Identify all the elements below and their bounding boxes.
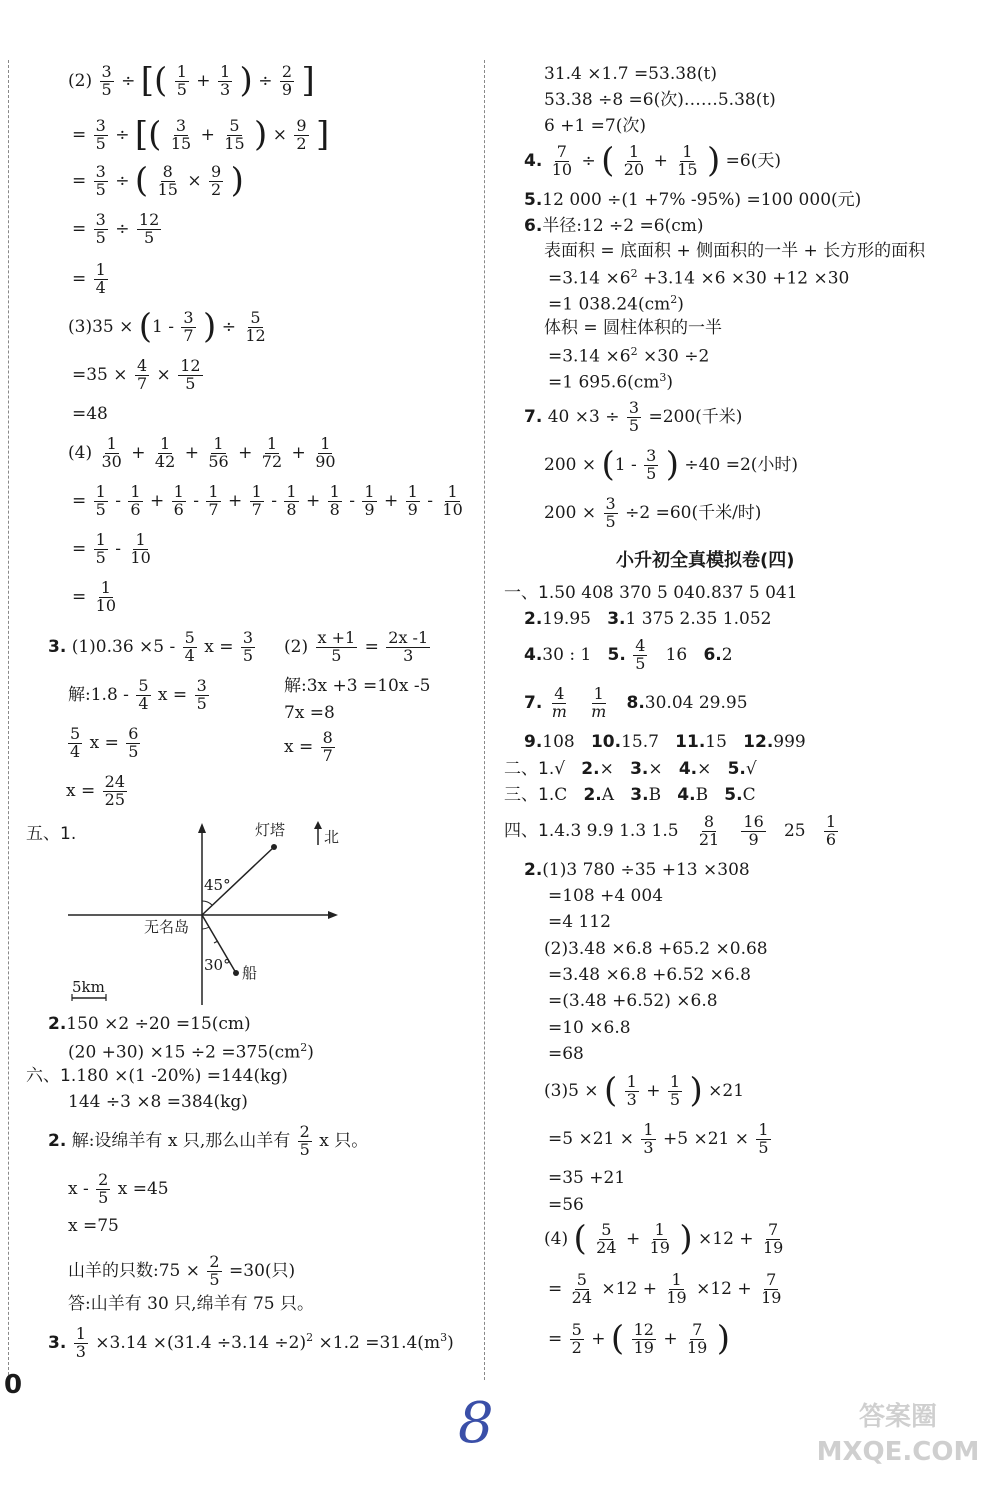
r-line3: 6 +1 =7(次) [544, 116, 647, 136]
angle-30-label: 30° [204, 956, 231, 974]
s4-2-line1: 2.(1)3 780 ÷35 +13 ×308 [524, 860, 750, 880]
q3-2-line1: (2) $\frac{x +1}{5}$ = $\frac{2x -1}{3}$ [284, 628, 429, 665]
s6-3-line: 3. $\frac{1}{3}$ $\times 3.14 \times(31.4 \div 3.14 \div 2)^2 \times 1.2 =31.4(m^3)$ [48, 1324, 454, 1361]
q3-2-line4: x = $\frac{8}{7}$ [284, 728, 333, 765]
q2-4-line1: (4) $\frac{1}{30}$ + $\frac{1}{42}$ + $\frac{1}{56}$ + $\frac{1}{72}$ + $\frac{1}{90}$ [68, 434, 336, 471]
s4-4-line2: = $\frac{5}{24}$ ×12 + $\frac{1}{19}$ ×12 + $\frac{7}{19}$ [548, 1270, 782, 1307]
scale-label: 5km [72, 978, 105, 996]
page-number: 0 [4, 1370, 23, 1400]
s5-2-line2: $(20 +30) \times 15 \div 2 =375(cm^2)$ [68, 1041, 314, 1063]
q2-3-line3: =48 [72, 404, 108, 424]
island-label: 无名岛 [144, 918, 190, 936]
r-q7-line3: 200 × $\frac{3}{5}$ ÷2 =60(千米/时) [544, 494, 762, 531]
q2-2-line2: = $\frac{3}{5}$ ÷ [( $\frac{3}{15}$ + $\frac{5}{15}$ ) × $\frac{9}{2}$ ] [72, 114, 330, 155]
s1-line2: 2.19.95 3.1 375 2.35 1.052 [524, 609, 772, 629]
lighthouse-point [271, 844, 277, 850]
s6-2-line4: 山羊的只数:75 × $\frac{2}{5}$ =30(只) [68, 1252, 296, 1289]
s4-2-line2: =108 +4 004 [548, 886, 664, 906]
s2-line: 二、1.√ 2.× 3.× 4.× 5.√ [504, 759, 757, 779]
s4-2-line3: =4 112 [548, 912, 611, 932]
s3-line: 三、1.C 2.A 3.B 4.B 5.C [504, 785, 756, 805]
s6-2-line5: 答:山羊有 30 只,绵羊有 75 只。 [68, 1294, 315, 1314]
watermark-logo: 答案圈 MXQE.COM [816, 1402, 980, 1468]
q2-4-line2: = $\frac{1}{5}$ - $\frac{1}{6}$ + $\frac{1}{6}$ - $\frac{1}{7}$ + $\frac{1}{7}$ - $\frac{1}{8}$ + $\frac{1}{8}$ - $\frac{1}{9}$ + $\frac{1}{9}$ - $\frac{1}{10}$ [72, 482, 463, 519]
r-q6-volume: 体积 = 圆柱体积的一半 [544, 318, 723, 338]
ship-label: 船 [242, 964, 258, 982]
s4-line1: 四、1.4.3 9.9 1.3 1.5 $\frac{8}{21}$ $\frac{16}{9}$ 25 $\frac{1}{6}$ [504, 812, 837, 849]
r-line1: 31.4 ×1.7 =53.38(t) [544, 64, 717, 84]
s6-2-line2: x - $\frac{2}{5}$ x =45 [68, 1170, 169, 1207]
handwritten-mark: 8 [458, 1391, 494, 1456]
q2-2-line5: = $\frac{1}{4}$ [72, 260, 106, 297]
ship-point [233, 970, 239, 976]
left-margin-line [8, 60, 9, 1380]
s6-1-line1: 六、1.180 ×(1 -20%) =144(kg) [26, 1066, 288, 1086]
r-q6-calc3: $=3.14 \times 6^2 \times 30 \div 2$ [548, 345, 710, 367]
q2-3-line1: (3)35 × (1 - $\frac{3}{7}$ ) ÷ $\frac{5}{12}$ [68, 306, 266, 347]
q2-4-line3: = $\frac{1}{5}$ - $\frac{1}{10}$ [72, 530, 151, 567]
r-q5: 5.12 000 ÷(1 +7% -95%) =100 000(元) [524, 190, 862, 210]
s4-3-line4: =56 [548, 1195, 584, 1215]
q2-4-line4: = $\frac{1}{10}$ [72, 578, 117, 615]
s4-3-line1: (3)5 × ( $\frac{1}{3}$ + $\frac{1}{5}$ ) ×21 [544, 1070, 745, 1111]
s4-2-line4: (2)3.48 ×6.8 +65.2 ×0.68 [544, 939, 768, 959]
q3-2-line3: 7x =8 [284, 703, 335, 723]
s1-line3: 4.30 : 1 5. $\frac{4}{5}$ 16 6.2 [524, 636, 733, 673]
r-q7-line2: 200 × (1 - $\frac{3}{5}$ ) ÷40 =2(小时) [544, 444, 799, 485]
s4-2-line5: =3.48 ×6.8 +6.52 ×6.8 [548, 965, 751, 985]
r-line2: 53.38 ÷8 =6(次)……5.38(t) [544, 90, 776, 110]
s4-2-line6: =(3.48 +6.52) ×6.8 [548, 991, 718, 1011]
s1-line1: 一、1.50 408 370 5 040.837 5 041 [504, 583, 798, 603]
north-label: 北 [324, 828, 340, 846]
r-q6-surface: 表面积 = 底面积 + 侧面积的一半 + 长方形的面积 [544, 241, 926, 261]
r-q6-calc2: =1 $038.24(cm^2)$ [548, 293, 684, 315]
angle-45-label: 45° [204, 876, 231, 894]
s4-3-line2: =5 ×21 × $\frac{1}{3}$ +5 ×21 × $\frac{1}{5}$ [548, 1120, 769, 1157]
s1-line4: 7. $\frac{4}{m}$ $\frac{1}{m}$ 8.30.04 29.95 [524, 684, 748, 721]
s4-2-line7: =10 ×6.8 [548, 1018, 631, 1038]
north-arrowhead [314, 821, 322, 829]
column-divider [484, 60, 485, 1380]
s6-1-line2: 144 ÷3 ×8 =384(kg) [68, 1092, 248, 1112]
r-q6-calc1: $=3.14 \times 6^2 +3.14 \times 6 \times 30 +12 \times 30$ [548, 267, 850, 289]
r-q6-calc4: =1 $695.6(cm^3)$ [548, 371, 674, 393]
fraction: $\frac{3}{5}$ [101, 62, 112, 99]
s4-4-line1: (4) ( $\frac{5}{24}$ + $\frac{1}{19}$ ) ×12 + $\frac{7}{19}$ [544, 1218, 784, 1259]
q2-2-line1: (2) $\frac{3}{5}$ ÷ [( $\frac{1}{5}$ + $\frac{1}{3}$ ) ÷ $\frac{2}{9}$ ] [68, 60, 315, 101]
section5-label: 五、1. [26, 824, 77, 844]
s5-2-line1: 2.150 ×2 ÷20 =15(cm) [48, 1014, 251, 1034]
s1-line5: 9.108 10.15.7 11.15 12.999 [524, 732, 806, 752]
section-title: 小升初全真模拟卷(四) [616, 550, 795, 571]
r-q7-line1: 7. 40 ×3 ÷ $\frac{3}{5}$ =200(千米) [524, 398, 743, 435]
s6-2-line3: x =75 [68, 1216, 119, 1236]
q2-3-line2: =35 × $\frac{4}{7}$ × $\frac{12}{5}$ [72, 356, 201, 393]
q3-1-line1: 3. (1)0.36 ×5 - $\frac{5}{4}$ x = $\frac{3}{5}$ [48, 628, 254, 665]
q2-2-line4: = $\frac{3}{5}$ ÷ $\frac{12}{5}$ [72, 210, 160, 247]
q3-1-line2: 解:1.8 - $\frac{5}{4}$ x = $\frac{3}{5}$ [68, 676, 207, 713]
r-q4: 4. $\frac{7}{10}$ ÷ ( $\frac{1}{20}$ + $\frac{1}{15}$ ) =6(天) [524, 140, 781, 181]
q2-2-line3: = $\frac{3}{5}$ ÷ ( $\frac{8}{15}$ × $\frac{9}{2}$ ) [72, 160, 244, 201]
horizontal-arrowhead [328, 911, 338, 919]
s4-3-line3: =35 +21 [548, 1168, 626, 1188]
s6-2-line1: 2. 解:设绵羊有 x 只,那么山羊有 $\frac{2}{5}$ x 只。 [48, 1122, 369, 1159]
lighthouse-label: 灯塔 [255, 821, 286, 839]
s4-4-line3: = $\frac{5}{2}$ + ( $\frac{12}{19}$ + $\frac{7}{19}$ ) [548, 1318, 731, 1359]
q3-1-line4: x = $\frac{24}{25}$ [66, 772, 126, 809]
angle-arc-30 [202, 927, 209, 929]
vertical-arrowhead [198, 823, 206, 833]
angle-arc-45 [202, 901, 212, 905]
s4-2-line8: =68 [548, 1044, 584, 1064]
q3-2-line2: 解:3x +3 =10x -5 [284, 676, 431, 696]
q3-1-line3: $\frac{5}{4}$ x = $\frac{6}{5}$ [70, 724, 139, 761]
r-q6: 6.半径:12 ÷2 =6(cm) [524, 216, 704, 236]
